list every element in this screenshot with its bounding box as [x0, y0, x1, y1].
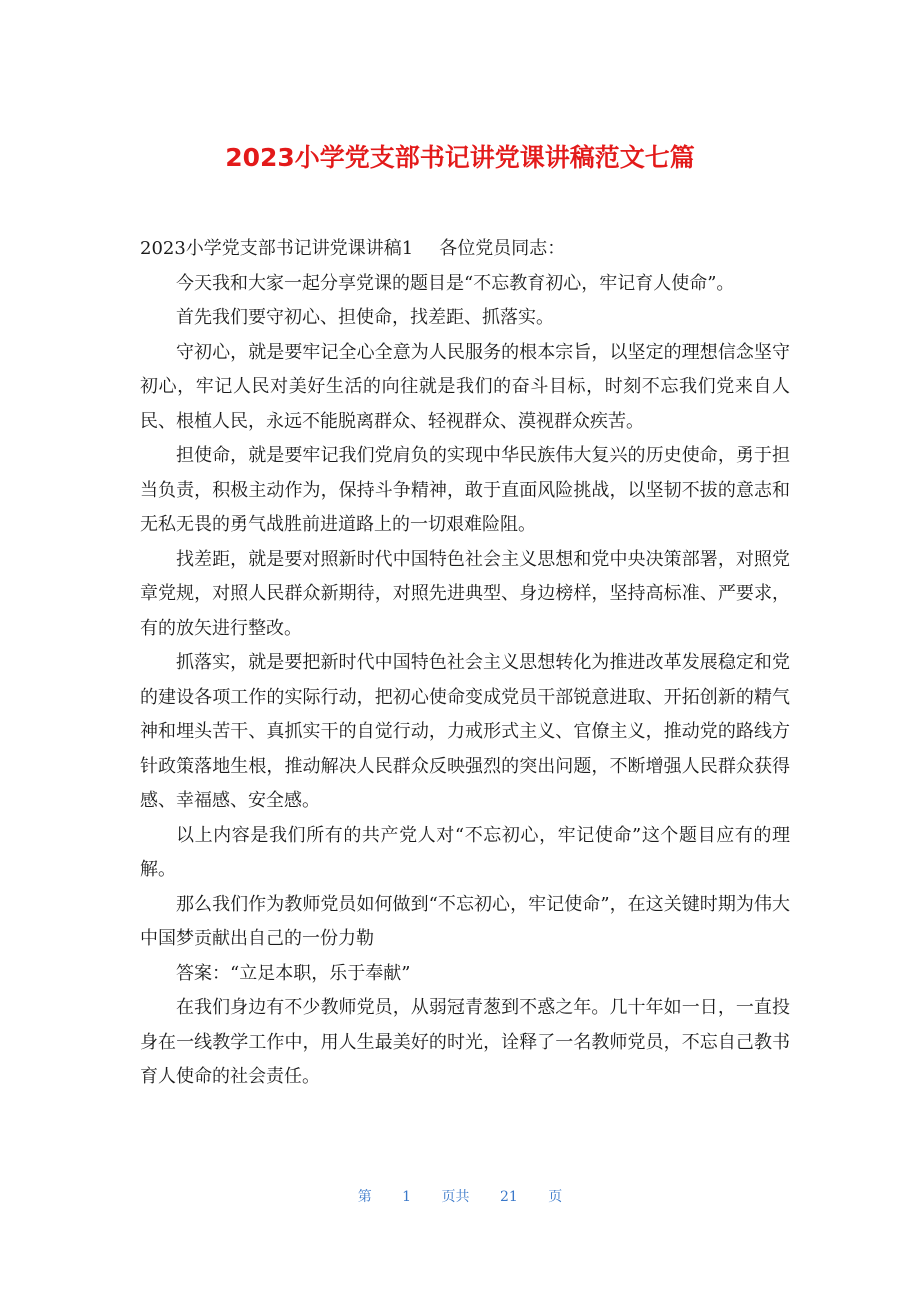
footer-mid: 页共: [441, 1189, 470, 1205]
footer-suffix: 页: [548, 1189, 563, 1205]
intro-line: [140, 232, 790, 267]
total-pages-number: 21: [500, 1189, 518, 1205]
document-body: [140, 232, 790, 1095]
paragraph: 在我们身边有不少教师党员，从弱冠青葱到不惑之年。几十年如一日，一直投身在一线教学工作中，用人生最美好的时光，诠释了一名教师党员，不忘自己教书育人使命的社会责任。: [140, 997, 790, 1087]
paragraph: 首先我们要守初心、担使命，找差距、抓落实。: [176, 307, 554, 328]
paragraph: 答案：“立足本职，乐于奉献”: [176, 962, 411, 984]
intro-heading: 2023小学党支部书记讲党课讲稿1: [140, 238, 414, 259]
page-footer: [0, 1186, 920, 1208]
paragraph: 抓落实，就是要把新时代中国特色社会主义思想转化为推进改革发展稳定和党的建设各项工作的实际行动，把初心使命变成党员干部锐意进取、开拓创新的精气神和埋头苦干、真抓实干的自觉行动，力戒形式主义、官僚主义，推动党的路线方针政策落地生根，推动解决人民群众反映强烈的突出问题，不断增强人民群众获得感、幸福感、安全感。: [140, 652, 790, 811]
salutation: 各位党员同志：: [439, 238, 566, 259]
paragraph: 找差距，就是要对照新时代中国特色社会主义思想和党中央决策部署，对照党章党规，对照人民群众新期待，对照先进典型、身边榜样，坚持高标准、严要求，有的放矢进行整改。: [140, 548, 790, 639]
document-title: 2023小学党支部书记讲党课讲稿范文七篇: [225, 143, 695, 172]
current-page-number: 1: [402, 1189, 412, 1205]
paragraph: 担使命，就是要牢记我们党肩负的实现中华民族伟大复兴的历史使命，勇于担当负责，积极主动作为，保持斗争精神，敢于直面风险挑战，以坚韧不拔的意志和无私无畏的勇气战胜前进道路上的一切艰难险阻。: [140, 445, 790, 535]
paragraph: 今天我和大家一起分享党课的题目是“不忘教育初心，牢记育人使命”。: [176, 272, 735, 294]
paragraph: 守初心，就是要牢记全心全意为人民服务的根本宗旨，以坚定的理想信念坚守初心，牢记人民对美好生活的向往就是我们的奋斗目标，时刻不忘我们党来自人民、根植人民，永远不能脱离群众、轻视群众、漠视群众疾苦。: [140, 341, 790, 432]
paragraph: 以上内容是我们所有的共产党人对“不忘初心，牢记使命”这个题目应有的理解。: [140, 824, 790, 880]
paragraph: 那么我们作为教师党员如何做到“不忘初心，牢记使命”，在这关键时期为伟大中国梦贡献出自己的一份力勒: [140, 893, 790, 949]
footer-prefix: 第: [357, 1189, 372, 1205]
